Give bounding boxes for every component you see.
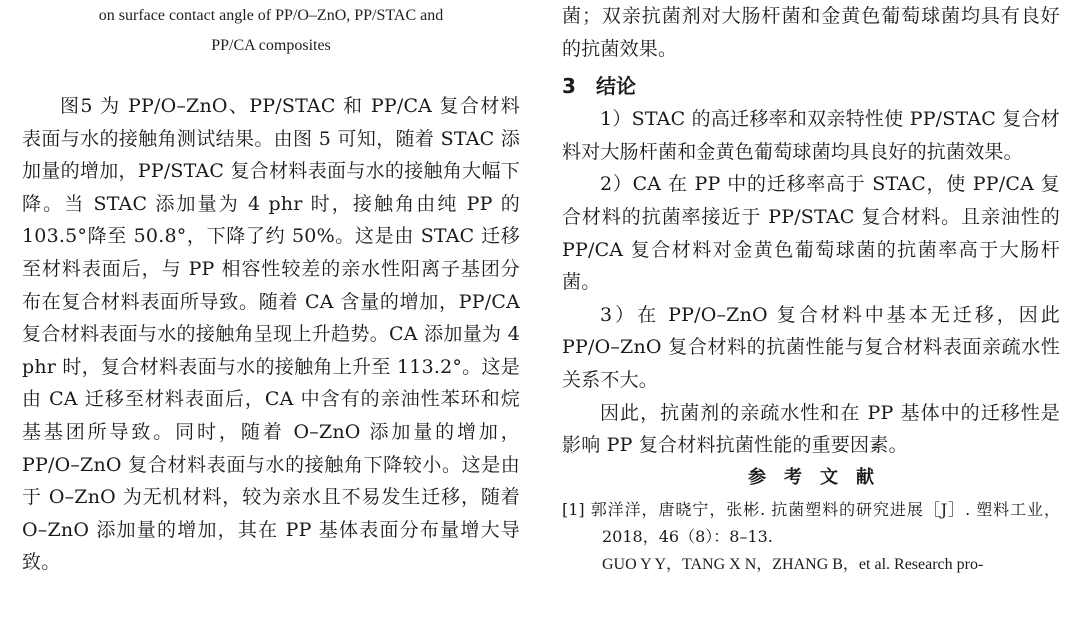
right-column — [562, 0, 1060, 580]
reference-1-english: GUO Y Y，TANG X N，ZHANG B，et al. Research pro- — [602, 555, 984, 573]
continued-paragraph: 菌；双亲抗菌剂对大肠杆菌和金黄色葡萄球菌均具有良好的抗菌效果。 — [562, 5, 1060, 60]
conclusion-summary: 因此，抗菌剂的亲疏水性和在 PP 基体中的迁移性是影响 PP 复合材料抗菌性能的重要因素。 — [562, 401, 1060, 457]
reference-1: [1] 郭洋洋，唐晓宁，张彬. 抗菌塑料的研究进展［J］. 塑料工业，2018，46（8）：8–13. — [562, 499, 1060, 546]
conclusion-item-3: 3）在 PP/O–ZnO 复合材料中基本无迁移，因此 PP/O–ZnO 复合材料的抗菌性能与复合材料表面亲疏水性关系不大。 — [562, 303, 1060, 391]
section-title: 结论 — [596, 74, 636, 99]
conclusion-item-2: 2）CA 在 PP 中的迁移率高于 STAC，使 PP/CA 复合材料的抗菌率接近于 PP/STAC 复合材料。且亲油性的 PP/CA 复合材料对金黄色葡萄球菌的抗菌率高于大肠杆菌。 — [562, 173, 1060, 294]
body-paragraph-contact-angle: 图5 为 PP/O–ZnO、PP/STAC 和 PP/CA 复合材料表面与水的接触角测试结果。由图 5 可知，随着 STAC 添加量的增加，PP/STAC 复合材料表面与水的接触角大幅下降。当 STAC 添加量为 4 phr 时，接触角由纯 PP 的 103.5°降至 50.8°，下降了约 50%。这是由 STAC 迁移至材料表面后，与 PP 相容性较差的亲水性阳离子基团分布在复合材料表面所导致。随着 CA 含量的增加，PP/CA 复合材料表面与水的接触角呈现上升趋势。CA 添加量为 4 phr 时，复合材料表面与水的接触角上升至 113.2°。这是由 CA 迁移至材料表面后，CA 中含有的亲油性苯环和烷基基团所导致。同时，随着 O–ZnO 添加量的增加，PP/O–ZnO 复合材料表面与水的接触角下降较小。这是由于 O–ZnO 为无机材料，较为亲水且不易发生迁移，随着 O–ZnO 添加量的增加，其在 PP 基体表面分布量增大导致。 — [22, 95, 520, 574]
section-number: 3 — [562, 74, 576, 99]
section-heading — [562, 69, 1060, 103]
left-column — [22, 0, 520, 579]
figure-caption-line-2: PP/CA composites — [211, 37, 331, 54]
conclusion-item-1: 1）STAC 的高迁移率和双亲特性使 PP/STAC 复合材料对大肠杆菌和金黄色葡萄球菌均具良好的抗菌效果。 — [562, 108, 1060, 163]
references-heading: 参考文献 — [748, 466, 892, 488]
figure-caption-line-1: on surface contact angle of PP/O–ZnO, PP/STAC and — [98, 7, 444, 24]
